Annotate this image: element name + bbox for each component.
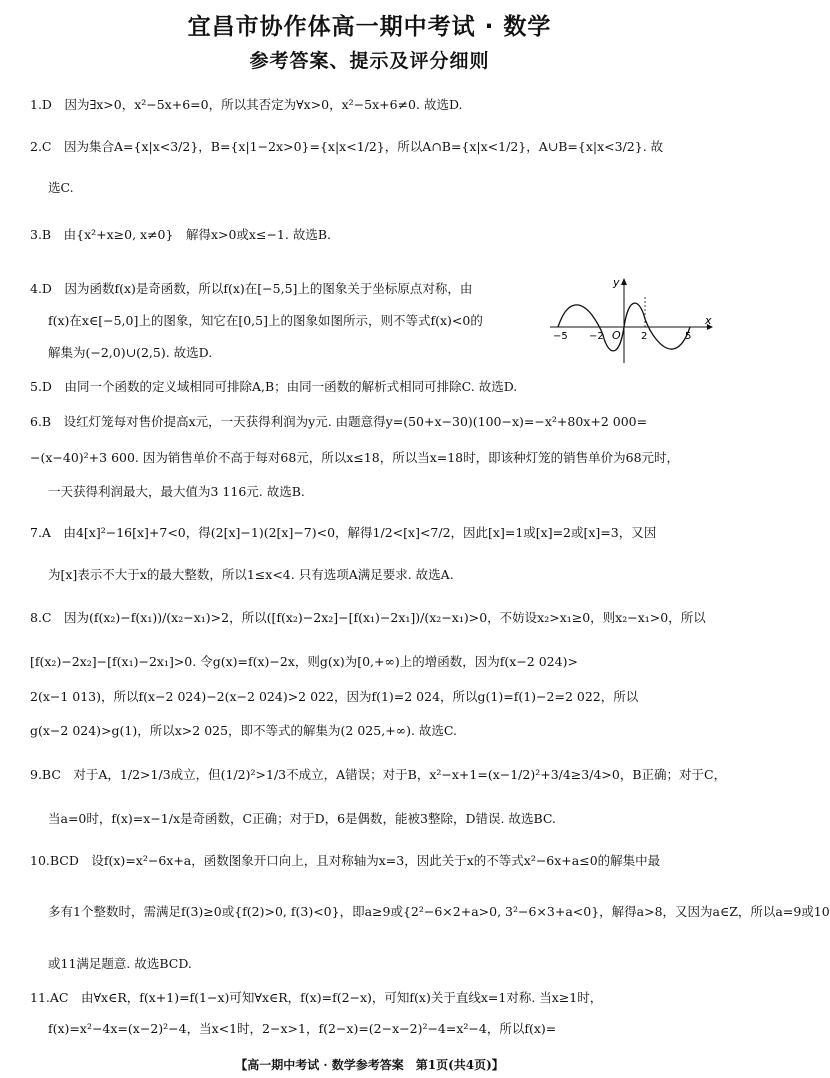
tick-label: 2 (641, 331, 648, 342)
tick-label: −2 (589, 331, 604, 342)
page-subtitle: 参考答案、提示及评分细则 (249, 50, 490, 72)
tick-label: 5 (685, 331, 692, 342)
page-footer: 【高一期中考试 · 数学参考答案 第1页(共4页)】 (235, 1058, 504, 1072)
y-axis-label: y (613, 276, 620, 289)
x-axis-label: x (705, 314, 712, 327)
y-axis-arrow (621, 278, 627, 285)
odd-function-graph (545, 275, 715, 365)
tick-label: −5 (553, 331, 568, 342)
origin-label: O (612, 329, 621, 342)
page-title: 宜昌市协作体高一期中考试 · 数学 (187, 14, 552, 40)
